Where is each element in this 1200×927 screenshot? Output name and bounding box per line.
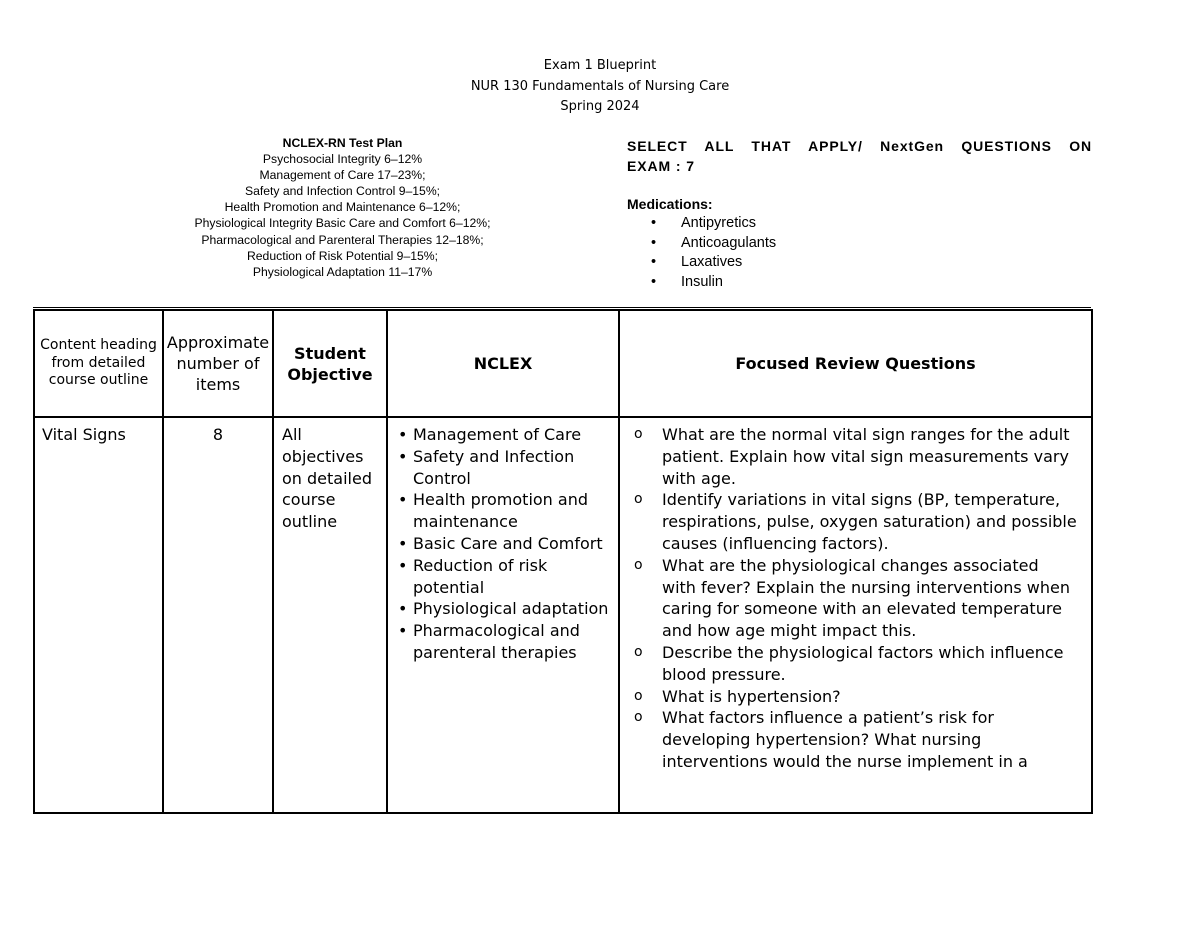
test-plan-item: Physiological Integrity Basic Care and Comfort 6–12%; [194, 216, 491, 231]
blueprint-table [33, 309, 1093, 814]
select-all-count: EXAM : 7 [627, 158, 695, 174]
header-objective: Student Objective [273, 310, 387, 417]
list-item: • Basic Care and Comfort [398, 533, 603, 553]
bullet-icon: • [398, 425, 408, 444]
circle-bullet-icon: o [634, 426, 643, 442]
medication-item: • Anticoagulants [627, 234, 1092, 254]
test-plan-title: NCLEX-RN Test Plan [282, 136, 403, 150]
bullet-icon: • [651, 215, 657, 231]
bullet-icon: • [398, 555, 408, 575]
test-plan-item: Safety and Infection Control 9–15%; [244, 184, 441, 199]
circle-bullet-icon: o [634, 709, 643, 726]
cell-items: 8 [163, 417, 273, 813]
nclex-test-plan [170, 135, 515, 280]
document-header [0, 56, 1200, 118]
list-item: • Health promotion and maintenance [398, 490, 589, 532]
bullet-icon: • [651, 273, 657, 290]
bullet-icon: • [398, 446, 408, 466]
medication-item: • Laxatives [627, 253, 1092, 273]
list-item: • Management of Care [398, 425, 582, 444]
test-plan-item: Health Promotion and Maintenance 6–12%; [224, 200, 461, 215]
test-plan-item: Reduction of Risk Potential 9–15%; [246, 248, 439, 263]
divider [33, 307, 1091, 308]
exam-info [627, 136, 1092, 292]
cell-nclex [387, 417, 619, 813]
list-item: o Identify variations in vital signs (BP, temperature, respirations, pulse, oxygen saturation) and possible causes (influencing factors). [634, 490, 1077, 553]
questions-list [632, 424, 1077, 773]
cell-questions [619, 417, 1092, 813]
term: Spring 2024 [560, 99, 640, 114]
list-item: o Describe the physiological factors which influence blood pressure. [634, 642, 1064, 684]
header-content: Content heading from detailed course outline [34, 310, 163, 417]
list-item: • Physiological adaptation [398, 599, 609, 619]
test-plan-item: Pharmacological and Parenteral Therapies 12–18%; [201, 232, 484, 247]
cell-objective: All objectives on detailed course outline [273, 417, 387, 813]
bullet-icon: • [651, 254, 657, 270]
bullet-icon: • [398, 621, 408, 641]
medication-item: • Insulin [627, 273, 1092, 293]
bullet-icon: • [398, 490, 408, 510]
header-nclex: NCLEX [387, 310, 619, 417]
bullet-icon: • [651, 234, 657, 251]
circle-bullet-icon: o [634, 643, 643, 660]
list-item: • Safety and Infection Control [398, 446, 575, 488]
cell-content: Vital Signs [34, 417, 163, 813]
list-item: • Reduction of risk potential [398, 555, 548, 597]
test-plan-item: Management of Care 17–23%; [259, 168, 426, 183]
course-title: NUR 130 Fundamentals of Nursing Care [470, 78, 730, 94]
doc-title: Exam 1 Blueprint [543, 58, 657, 73]
list-item: o What factors influence a patient’s risk for developing hypertension? What nursing interventions would the nurse implement in a [634, 708, 1028, 771]
bullet-icon: • [398, 599, 408, 619]
table-header-row [34, 310, 1092, 417]
medications-list [627, 214, 1092, 292]
circle-bullet-icon: o [634, 491, 643, 508]
table-row [34, 417, 1092, 813]
nclex-list [396, 424, 614, 664]
list-item: o What are the physiological changes associated with fever? Explain the nursing interventions when caring for someone with an elevated temperature and how age might impact this. [634, 555, 1071, 641]
header-questions: Focused Review Questions [619, 310, 1092, 417]
test-plan-item: Psychosocial Integrity 6–12% [262, 152, 423, 167]
medications-heading: Medications: [627, 196, 713, 212]
header-items: Approximate number of items [163, 310, 273, 417]
circle-bullet-icon: o [634, 556, 643, 573]
medication-item: • Antipyretics [627, 214, 1092, 234]
list-item: o What is hypertension? [634, 686, 841, 706]
list-item: o What are the normal vital sign ranges for the adult patient. Explain how vital sign measurements vary with age. [634, 425, 1070, 488]
test-plan-item: Physiological Adaptation 11–17% [252, 264, 433, 279]
circle-bullet-icon: o [634, 687, 643, 704]
list-item: • Pharmacological and parenteral therapies [398, 621, 580, 662]
select-all-notice: SELECT ALL THAT APPLY/ NextGen QUESTIONS ON [627, 138, 1092, 154]
bullet-icon: • [398, 533, 408, 553]
